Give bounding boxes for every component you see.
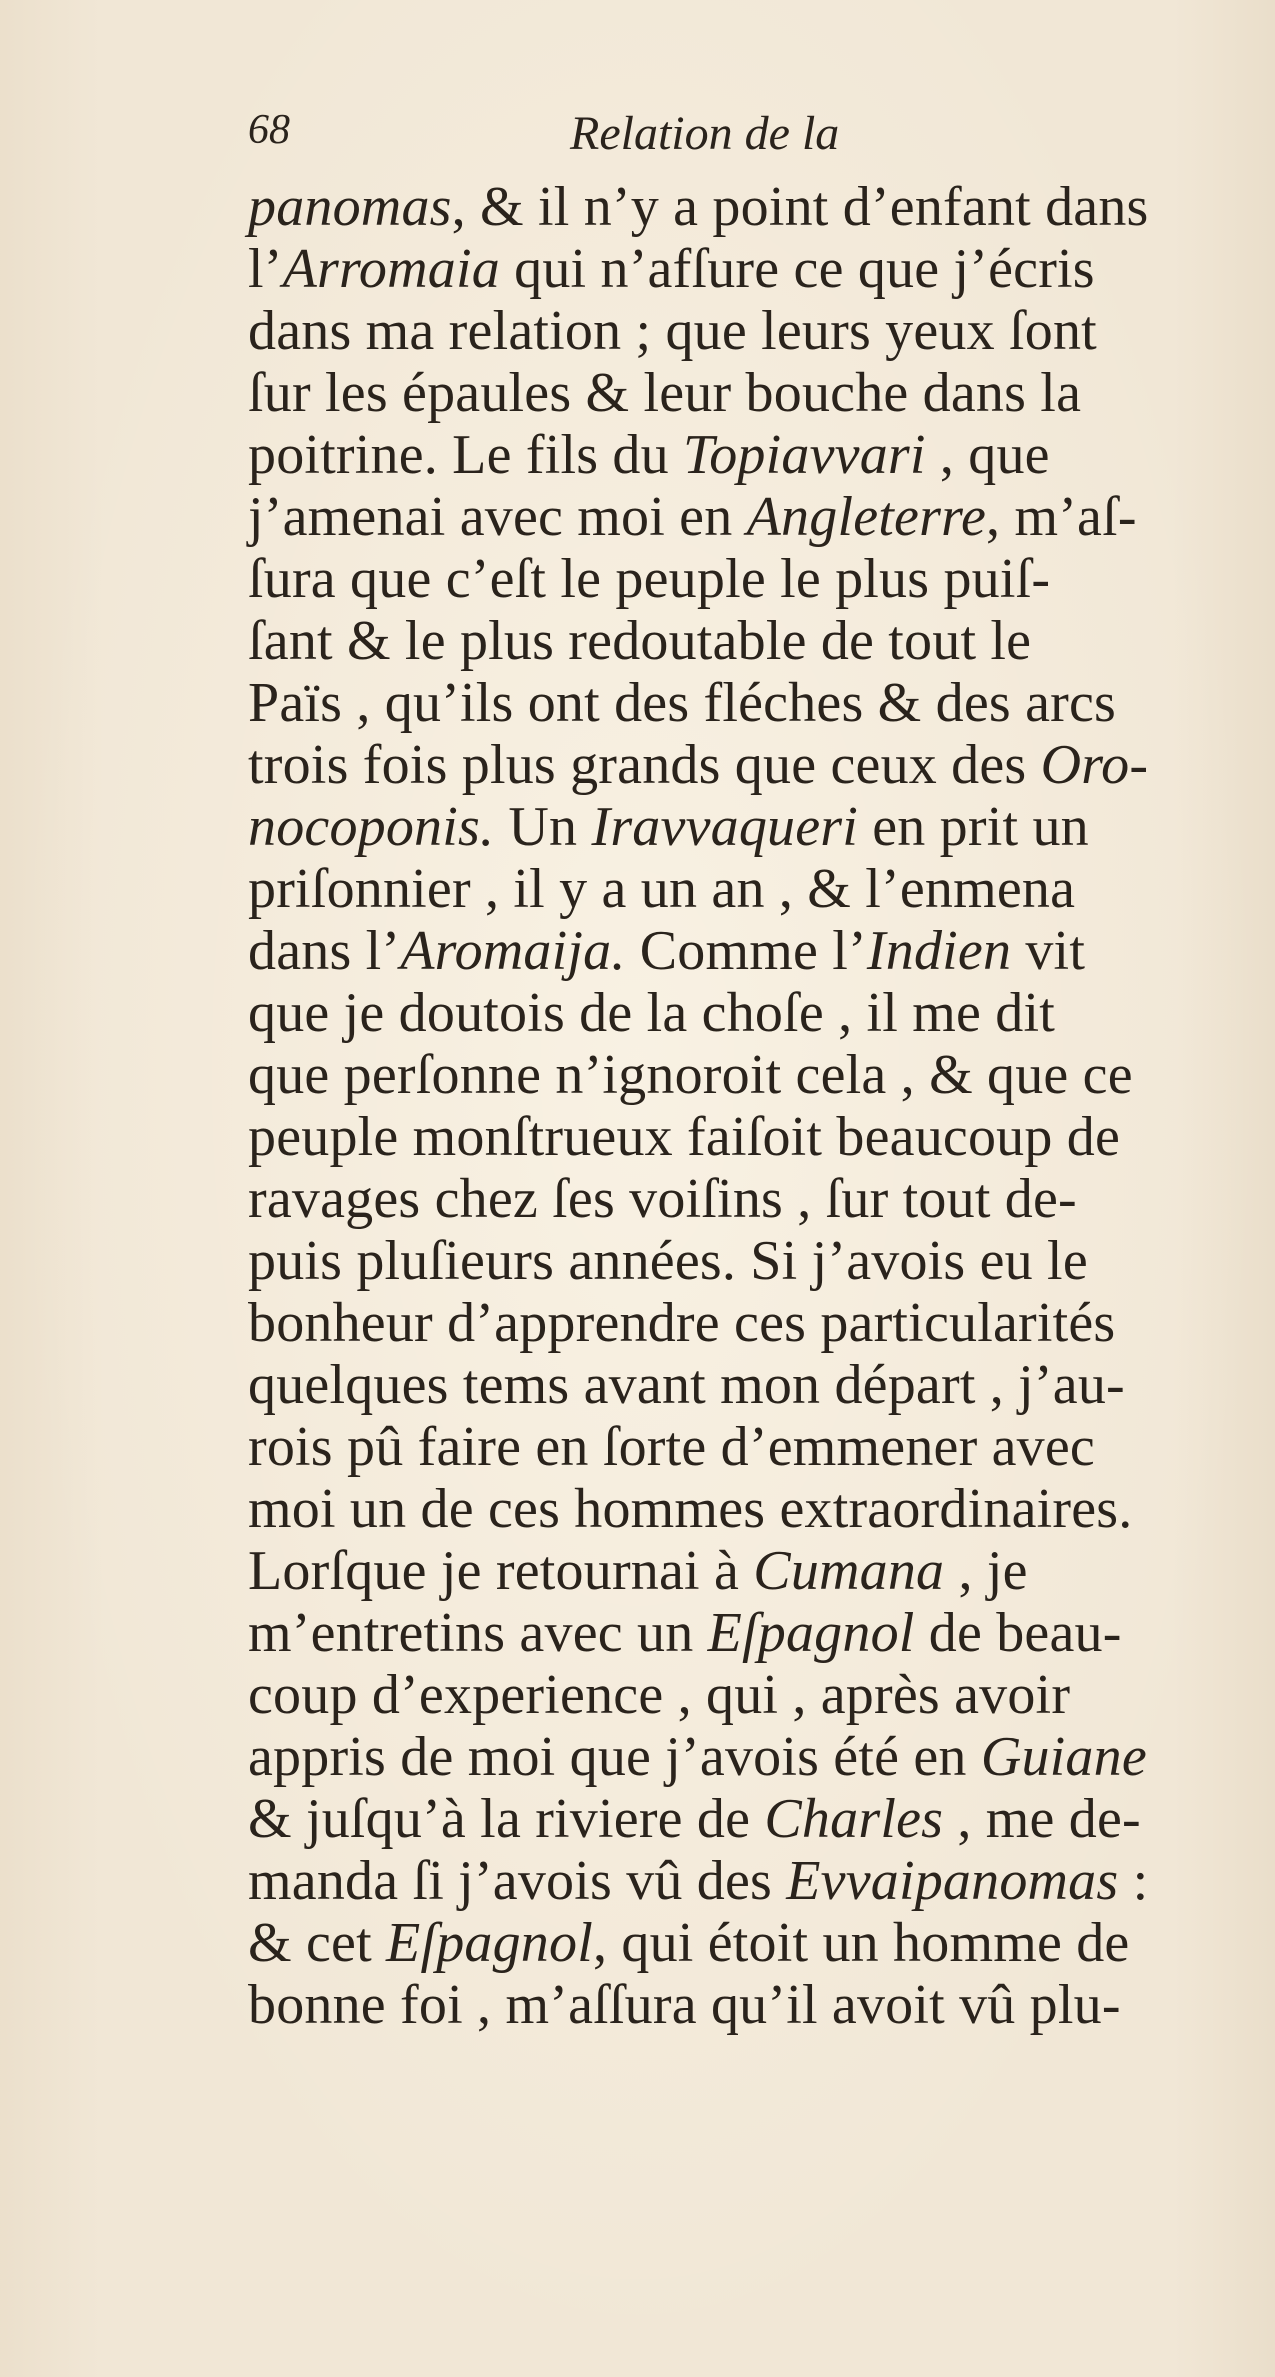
text-segment: appris de moi que j’avois été en [248, 1726, 981, 1788]
running-title: Relation de la [570, 107, 840, 160]
italic-text-segment: panomas [248, 176, 452, 238]
italic-text-segment: Evvaipanomas [786, 1850, 1119, 1912]
text-segment: Comme l’ [625, 920, 867, 982]
text-line [248, 486, 1238, 548]
text-line [248, 1726, 1238, 1788]
text-segment: ſura que c’eſt le peuple le plus puiſ- [248, 548, 1051, 610]
text-segment: & cet [248, 1912, 387, 1974]
text-line [248, 1044, 1238, 1106]
italic-text-segment: Arromaia [282, 238, 500, 300]
page-number: 68 [248, 107, 290, 153]
text-line [248, 734, 1238, 796]
text-line [248, 1540, 1238, 1602]
text-segment: trois fois plus grands que ceux des [248, 734, 1041, 796]
body-text [248, 176, 1238, 2036]
italic-text-segment: nocoponis. [248, 796, 495, 858]
text-line [248, 1106, 1238, 1168]
text-line [248, 1478, 1238, 1540]
text-segment: ſant & le plus redoutable de tout le [248, 610, 1032, 672]
italic-text-segment: Angleterre [746, 486, 987, 548]
italic-text-segment: Cumana [753, 1540, 945, 1602]
text-line [248, 1974, 1238, 2036]
text-line [248, 672, 1238, 734]
italic-text-segment: Iravvaqueri [591, 796, 859, 858]
text-segment: priſonnier , il y a un an , & l’enmena [248, 858, 1076, 920]
text-segment: & juſqu’à la riviere de [248, 1788, 765, 1850]
text-line [248, 1230, 1238, 1292]
text-line [248, 424, 1238, 486]
text-segment: , m’aſ- [986, 486, 1137, 548]
italic-text-segment: Eſpagnol [386, 1912, 593, 1974]
text-segment: bonheur d’apprendre ces particularités [248, 1292, 1116, 1354]
text-segment: de beau- [914, 1602, 1122, 1664]
text-segment: puis pluſieurs années. Si j’avois eu le [248, 1230, 1088, 1292]
text-segment: , que [925, 424, 1050, 486]
text-line [248, 1292, 1238, 1354]
text-line [248, 238, 1238, 300]
text-line [248, 1850, 1238, 1912]
text-segment: , qui étoit un homme de [592, 1912, 1130, 1974]
italic-text-segment: Eſpagnol [707, 1602, 915, 1664]
text-segment: l’ [248, 238, 283, 300]
text-segment: que je doutois de la choſe , il me dit [248, 982, 1055, 1044]
text-segment: Un [494, 796, 592, 858]
text-segment: dans ma relation ; que leurs yeux ſont [248, 300, 1097, 362]
text-segment: qui n’afſure ce que j’écris [499, 238, 1095, 300]
italic-text-segment: Charles [764, 1788, 944, 1850]
text-segment: dans l’ [248, 920, 401, 982]
text-segment: bonne foi , m’aſſura qu’il avoit vû plu- [248, 1974, 1121, 2036]
text-segment: m’entretins avec un [248, 1602, 708, 1664]
text-line [248, 362, 1238, 424]
text-segment: : [1118, 1850, 1149, 1912]
text-line [248, 1912, 1238, 1974]
italic-text-segment: Oro- [1040, 734, 1149, 796]
text-line [248, 300, 1238, 362]
text-line [248, 176, 1238, 238]
text-line [248, 1354, 1238, 1416]
text-segment: poitrine. Le fils du [248, 424, 684, 486]
text-segment: , & il n’y a point d’enfant dans [451, 176, 1149, 238]
text-segment: quelques tems avant mon départ , j’au- [248, 1354, 1125, 1416]
text-segment: peuple monſtrueux faiſoit beaucoup de [248, 1106, 1121, 1168]
text-line [248, 1788, 1238, 1850]
text-line [248, 1664, 1238, 1726]
text-segment: rois pû faire en ſorte d’emmener avec [248, 1416, 1095, 1478]
italic-text-segment: Guiane [980, 1726, 1147, 1788]
text-segment: moi un de ces hommes extraordinaires. [248, 1478, 1133, 1540]
text-segment: , je [944, 1540, 1028, 1602]
text-segment: vit [1011, 920, 1086, 982]
text-segment: Païs , qu’ils ont des fléches & des arcs [248, 672, 1117, 734]
text-segment: Lorſque je retournai à [248, 1540, 754, 1602]
running-head [248, 106, 1028, 176]
text-line [248, 982, 1238, 1044]
text-segment: j’amenai avec moi en [248, 486, 747, 548]
text-segment: ravages chez ſes voiſins , ſur tout de- [248, 1168, 1077, 1230]
text-line [248, 1168, 1238, 1230]
text-line [248, 858, 1238, 920]
text-line [248, 610, 1238, 672]
text-line [248, 1602, 1238, 1664]
text-segment: , me de- [943, 1788, 1141, 1850]
text-line [248, 1416, 1238, 1478]
text-line [248, 920, 1238, 982]
text-segment: ſur les épaules & leur bouche dans la [248, 362, 1082, 424]
text-segment: manda ſi j’avois vû des [248, 1850, 787, 1912]
italic-text-segment: Aromaija. [400, 920, 626, 982]
text-line [248, 548, 1238, 610]
text-segment: en prit un [858, 796, 1089, 858]
text-segment: coup d’experience , qui , après avoir [248, 1664, 1071, 1726]
italic-text-segment: Topiavvari [683, 424, 926, 486]
text-segment: que perſonne n’ignoroit cela , & que ce [248, 1044, 1133, 1106]
text-line [248, 796, 1238, 858]
italic-text-segment: Indien [866, 920, 1012, 982]
